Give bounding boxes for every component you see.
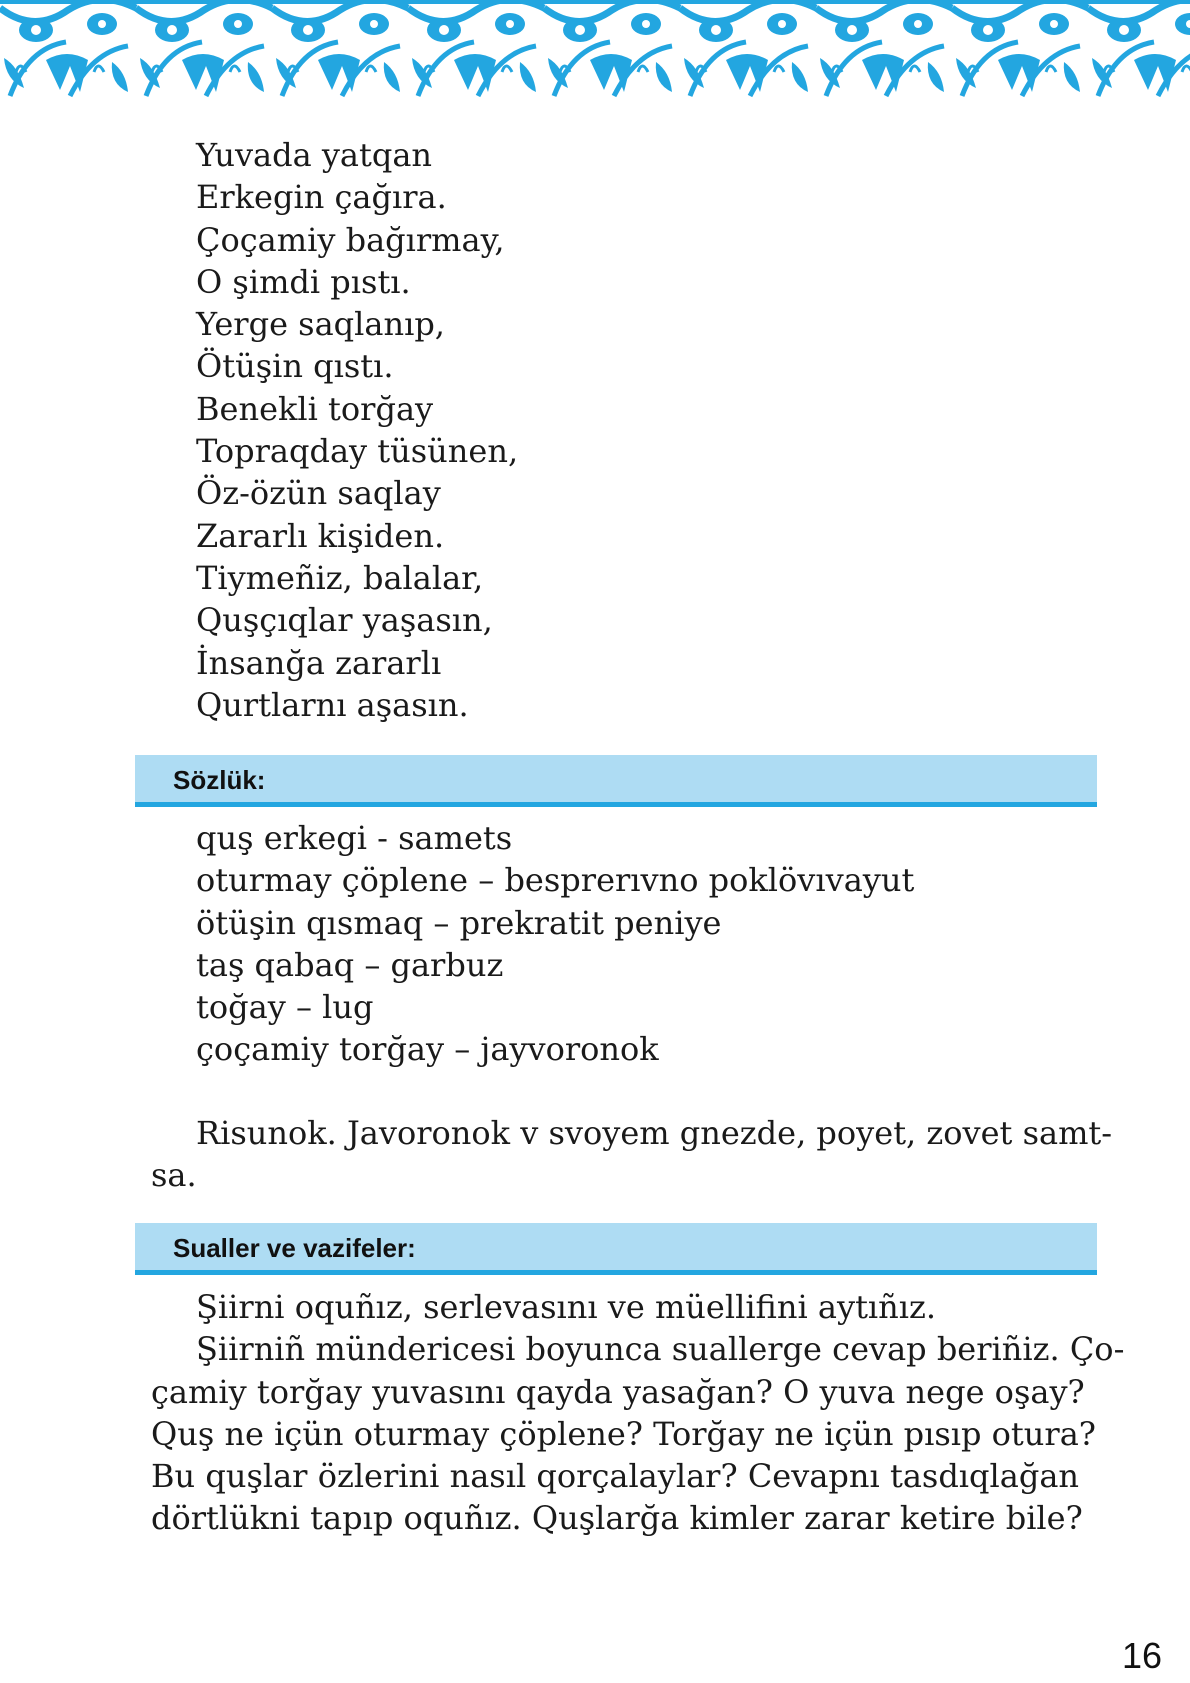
tasks-body: [151, 1286, 1125, 1540]
vocabulary-item: çoçamiy torğay – jayvoronok: [196, 1030, 659, 1069]
vocabulary-header: [135, 755, 1097, 807]
poem-line: Tiymeñiz, balalar,: [196, 558, 484, 597]
vocabulary-title: Sözlük:: [173, 765, 266, 795]
vocabulary-item: quş erkegi - samets: [196, 819, 513, 857]
vocabulary-item: taş qabaq – garbuz: [196, 945, 504, 984]
task-line: Bu quşlar özlerini nasıl qorçalaylar? Cevapnı tasdıqlağan: [151, 1457, 1079, 1496]
poem-line: Zararlı kişiden.: [196, 516, 445, 555]
vocabulary-item: ötüşin qısmaq – prekratit peniye: [196, 903, 722, 942]
page-number: 16: [1121, 1635, 1162, 1676]
caption-line: sa.: [151, 1156, 197, 1195]
tasks-title: Sualler ve vazifeler:: [173, 1233, 416, 1263]
caption-line: Risunok. Javoronok v svoyem gnezde, poyet, zovet samt-: [196, 1114, 1113, 1152]
task-line: Şiirniñ mündericesi boyunca suallerge cevap beriñiz. Ço-: [196, 1330, 1125, 1369]
poem-line: O şimdi pıstı.: [196, 262, 411, 301]
vocabulary-item: toğay – lug: [196, 988, 374, 1027]
poem-line: Yerge saqlanıp,: [196, 305, 445, 344]
vocabulary-item: oturmay çöplene – besprerıvno poklövıvayut: [196, 861, 915, 900]
poem-line: Ötüşin qıstı.: [196, 347, 394, 386]
task-line: çamiy torğay yuvasını qayda yasağan? O yuva nege oşay?: [151, 1372, 1085, 1411]
poem-line: Quşçıqlar yaşasın,: [196, 601, 493, 640]
poem-line: Topraqday tüsünen,: [196, 432, 519, 471]
task-line: dörtlükni tapıp oquñız. Quşlarğa kimler zarar ketire bile?: [151, 1499, 1083, 1538]
floral-ornament-border: [0, 0, 1190, 110]
poem-line: İnsanğa zararlı: [196, 643, 442, 682]
poem-line: Qurtlarnı aşasın.: [196, 685, 469, 724]
task-paragraph: Şiirni oquñız, serlevasını ve müellifini aytıñız.: [196, 1288, 937, 1326]
tasks-header: [135, 1223, 1097, 1275]
poem-line: Çoçamiy bağırmay,: [196, 220, 505, 259]
picture-caption: [151, 1112, 1113, 1197]
vocabulary-list: [196, 817, 914, 1071]
poem-line: Öz-özün saqlay: [196, 474, 441, 513]
poem-line: Yuvada yatqan: [196, 136, 433, 174]
poem: [196, 134, 518, 726]
poem-line: Benekli torğay: [196, 389, 434, 428]
task-line: Quş ne içün oturmay çöplene? Torğay ne içün pısıp otura?: [151, 1414, 1096, 1453]
poem-line: Erkegin çağıra.: [196, 178, 447, 217]
